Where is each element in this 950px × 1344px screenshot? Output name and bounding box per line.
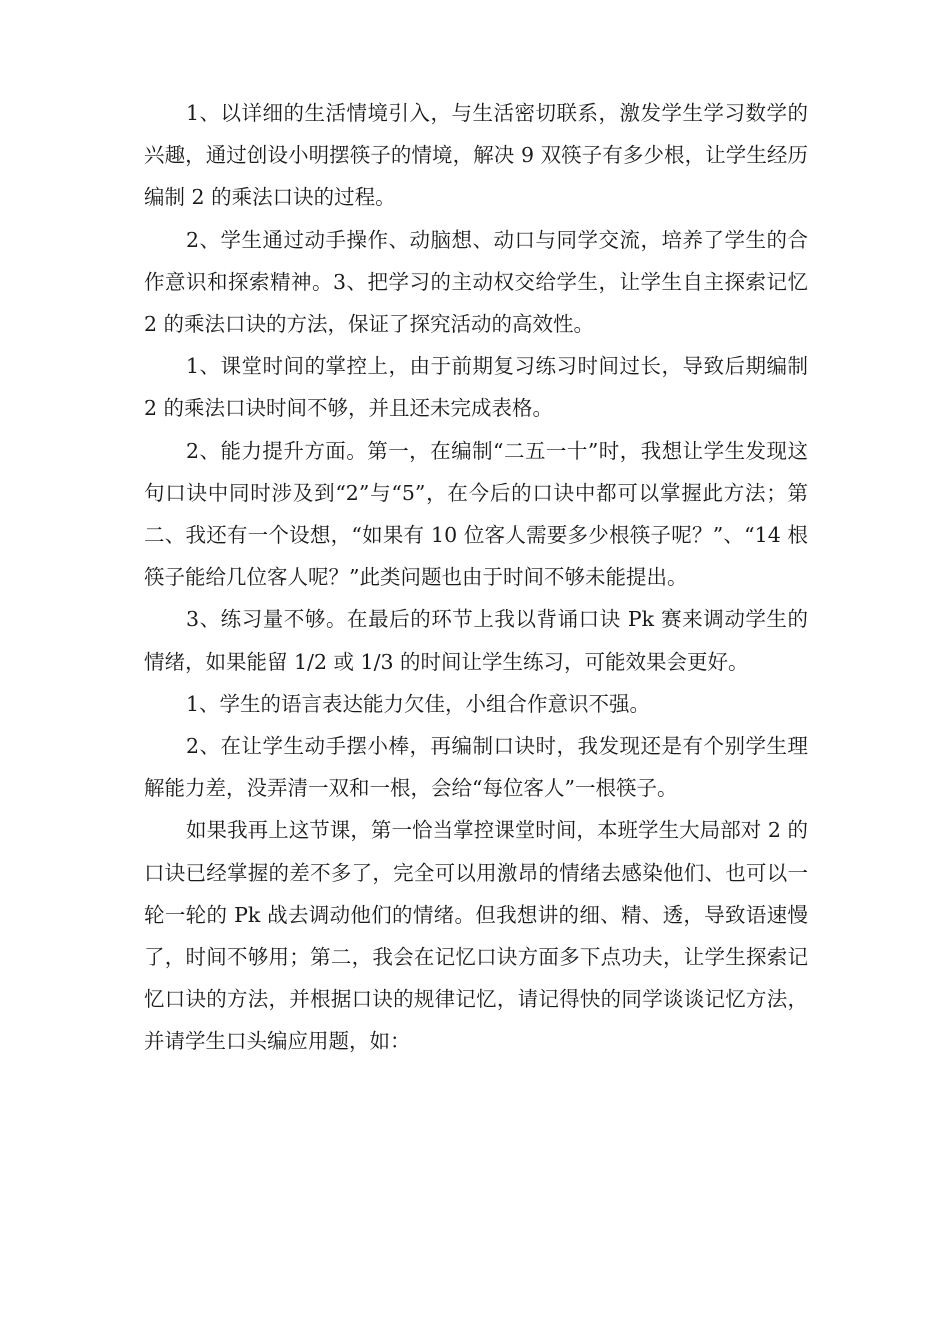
paragraph-2: 2、学生通过动手操作、动脑想、动口与同学交流，培养了学生的合作意识和探索精神。3、把学习的主动权交给学生，让学生自主探索记忆 2 的乘法口诀的方法，保证了探究活动的高效性。 [144, 227, 808, 337]
paragraph-1: 1、以详细的生活情境引入，与生活密切联系，激发学生学习数学的兴趣，通过创设小明摆筷子的情境，解决 9 双筷子有多少根，让学生经历编制 2 的乘法口诀的过程。 [144, 101, 808, 210]
paragraph-5: 3、练习量不够。在最后的环节上我以背诵口诀 Pk 赛来调动学生的情绪，如果能留 1/2 或 1/3 的时间让学生练习，可能效果会更好。 [144, 607, 808, 674]
paragraph-6: 1、学生的语言表达能力欠佳，小组合作意识不强。 [186, 691, 651, 716]
paragraph-8: 如果我再上这节课，第一恰当掌控课堂时间，本班学生大局部对 2 的口诀已经掌握的差不多了，完全可以用激昂的情绪去感染他们、也可以一轮一轮的 Pk 战去调动他们的情绪。但我想讲的细、精、透，导致语速慢了，时间不够用；第二，我会在记忆口诀方面多下点功夫，让学生探索记忆口诀的方法，并根据口诀的规律记忆，请记得快的同学谈谈记忆方法，并请学生口头编应用题，如： [144, 818, 808, 1054]
paragraph-3: 1、课堂时间的掌控上，由于前期复习练习时间过长，导致后期编制 2 的乘法口诀时间不够，并且还未完成表格。 [144, 354, 808, 421]
paragraph-7: 2、在让学生动手摆小棒，再编制口诀时，我发现还是有个别学生理解能力差，没弄清一双和一根，会给“每位客人”一根筷子。 [144, 734, 808, 801]
paragraph-4: 2、能力提升方面。第一，在编制“二五一十”时，我想让学生发现这句口诀中同时涉及到“2”与“5”，在今后的口诀中都可以掌握此方法；第二、我还有一个设想，“如果有 10 位客人需要多少根筷子呢？”、“14 根筷子能给几位客人呢？”此类问题也由于时间不够未能提出。 [144, 438, 808, 590]
document-body [144, 92, 808, 1063]
